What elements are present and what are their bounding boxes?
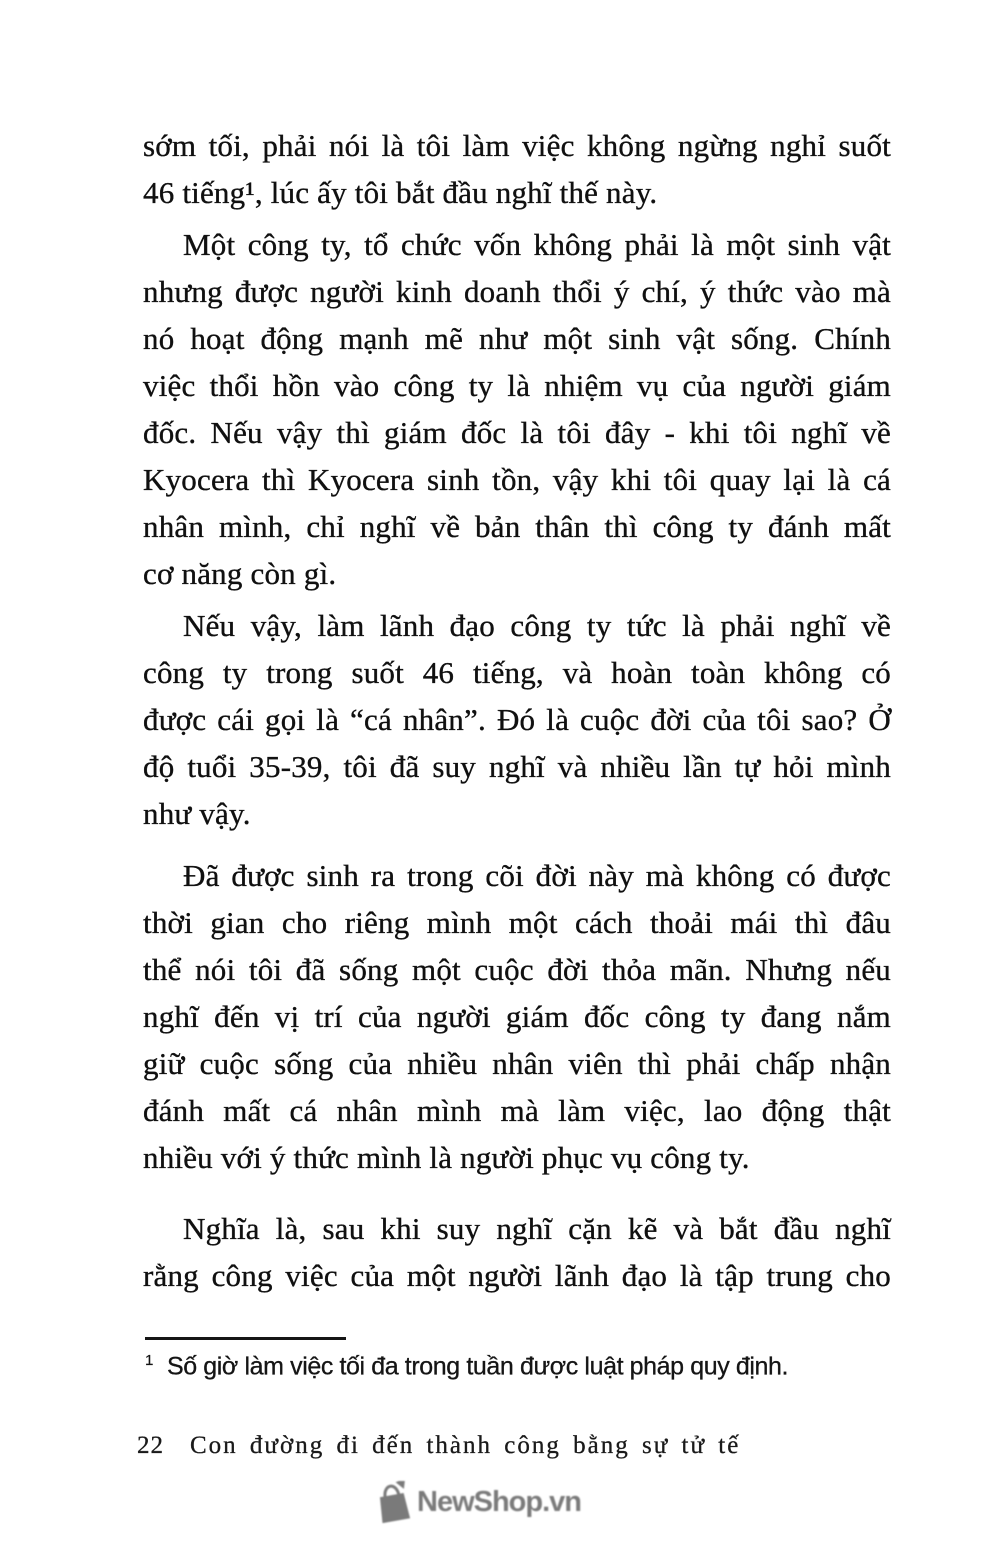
- text-line: công ty trong suốt 46 tiếng, và hoàn toàn không có: [143, 655, 891, 690]
- watermark-text: NewShop.vn: [417, 1485, 582, 1518]
- text-line: nhân mình, chỉ nghĩ về bản thân thì công ty đánh mất: [143, 509, 891, 544]
- text-line: sớm tối, phải nói là tôi làm việc không ngừng nghỉ suốt: [143, 128, 891, 163]
- text-line: việc thổi hồn vào công ty là nhiệm vụ của người giám: [143, 368, 891, 403]
- footnote-text: Số giờ làm việc tối đa trong tuần được luật pháp quy định.: [166, 1352, 789, 1381]
- paragraph: [143, 1205, 891, 1299]
- text-line: đánh mất cá nhân mình mà làm việc, lao động thật: [143, 1093, 891, 1128]
- footnote: [145, 1352, 845, 1381]
- text-line: thể nói tôi đã sống một cuộc đời thỏa mãn. Nhưng nếu: [143, 952, 891, 987]
- paragraph: [143, 852, 891, 1181]
- text-line: được cái gọi là “cá nhân”. Đó là cuộc đời của tôi sao? Ở: [143, 702, 891, 737]
- text-line: giữ cuộc sống của nhiều nhân viên thì phải chấp nhận: [143, 1046, 891, 1081]
- page-number: 22: [137, 1432, 164, 1459]
- text-line: rằng công việc của một người lãnh đạo là tập trung cho: [143, 1258, 891, 1293]
- body-text: [143, 122, 891, 1299]
- book-title: Con đường đi đến thành công bằng sự tử tế: [190, 1432, 741, 1459]
- text-line: Một công ty, tổ chức vốn không phải là một sinh vật: [183, 227, 891, 262]
- paragraph: [143, 221, 891, 597]
- text-line: Nghĩa là, sau khi suy nghĩ cặn kẽ và bắt đầu nghĩ: [183, 1211, 891, 1246]
- text-line: độ tuổi 35-39, tôi đã suy nghĩ và nhiều lần tự hỏi mình: [143, 749, 891, 784]
- footnote-marker: 1: [145, 1352, 153, 1369]
- text-line: Kyocera thì Kyocera sinh tồn, vậy khi tôi quay lại là cá: [143, 462, 891, 497]
- text-line: nhiều với ý thức mình là người phục vụ công ty.: [143, 1140, 750, 1175]
- paragraph: [143, 122, 891, 216]
- text-line: 46 tiếng¹, lúc ấy tôi bắt đầu nghĩ thế này.: [143, 175, 658, 210]
- text-line: nhưng được người kinh doanh thổi ý chí, ý thức vào mà: [143, 274, 891, 309]
- shopping-bag-icon: [373, 1481, 413, 1523]
- watermark: [373, 1481, 581, 1523]
- text-line: cơ năng còn gì.: [143, 556, 337, 591]
- text-line: nghĩ đến vị trí của người giám đốc công ty đang nắm: [143, 999, 891, 1034]
- text-line: như vậy.: [143, 796, 251, 831]
- text-line: đốc. Nếu vậy thì giám đốc là tôi đây - khi tôi nghĩ về: [143, 415, 891, 450]
- page-footer: [137, 1432, 740, 1460]
- text-line: thời gian cho riêng mình một cách thoải mái thì đâu: [143, 905, 891, 940]
- text-line: Nếu vậy, làm lãnh đạo công ty tức là phải nghĩ về: [183, 608, 891, 643]
- text-line: Đã được sinh ra trong cõi đời này mà không có được: [183, 858, 891, 893]
- footnote-divider: [145, 1337, 346, 1340]
- paragraph: [143, 602, 891, 837]
- text-line: nó hoạt động mạnh mẽ như một sinh vật sống. Chính: [143, 321, 891, 356]
